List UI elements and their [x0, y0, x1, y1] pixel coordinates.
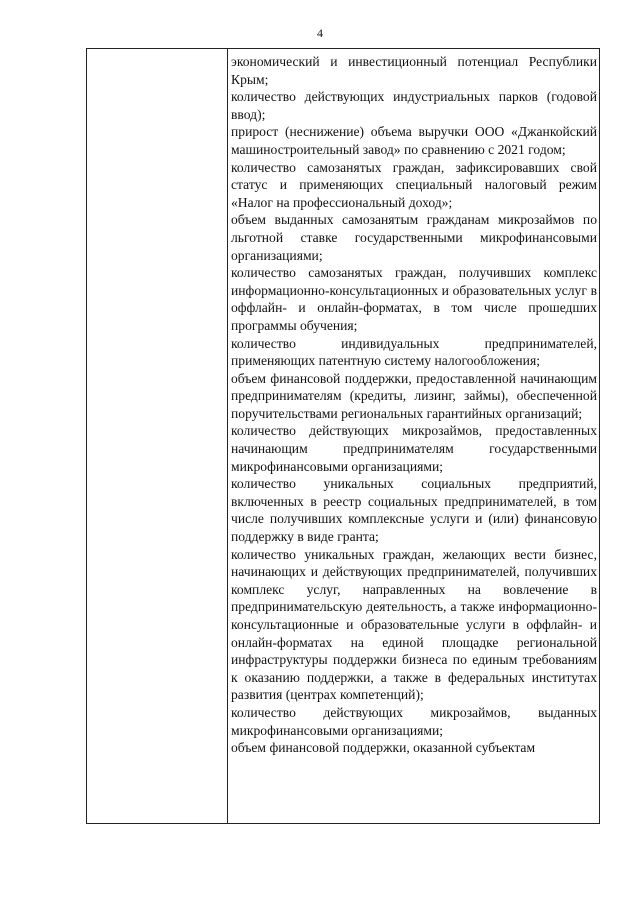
list-item: количество уникальных социальных предприятий, включенных в реестр социальных предпринимателей, в том числе получивших комплексные услуги и (или) финансовую поддержку в виде гранта; [231, 476, 597, 545]
page-number: 4 [317, 26, 323, 40]
list-item: объем финансовой поддержки, предоставленной начинающим предпринимателям (кредиты, лизинг, займы), обеспеченной поручительствами региональных гарантийных организаций; [231, 370, 597, 421]
list-item: прирост (неснижение) объема выручки ООО «Джанкойский машиностроительный завод» по сравнению с 2021 годом; [231, 124, 597, 157]
list-item: экономический и инвестиционный потенциал Республики Крым; [231, 54, 597, 87]
list-item: количество индивидуальных предпринимателей, применяющих патентную систему налогообложения; [231, 335, 597, 369]
list-item: количество действующих индустриальных парков (годовой ввод); [231, 89, 597, 122]
list-item: количество действующих микрозаймов, предоставленных начинающим предпринимателям государственными микрофинансовыми организациями; [231, 423, 597, 474]
list-item: объем финансовой поддержки, оказанной субъектам [231, 740, 536, 756]
table-left-column [87, 49, 228, 823]
list-item: количество самозанятых граждан, получивших комплекс информационно-консультационных и образовательных услуг в оффлайн- и онлайн-форматах, в том числе прошедших программы обучения; [231, 265, 597, 333]
list-item: количество уникальных граждан, желающих вести бизнес, начинающих и действующих предпринимателей, получивших комплекс услуг, направленных на вовлечение в предпринимательскую деятельность, а также информационно-консультационные и образовательные услуги в оффлайн- и онлайн-форматах на единой площадке региональной инфраструктуры поддержки бизнеса по единым требованиям к оказанию поддержки, а также в федеральных институтах развития (центрах компетенций); [231, 546, 597, 703]
list-item: количество действующих микрозаймов, выданных микрофинансовыми организациями; [231, 704, 597, 738]
indicators-table [86, 48, 600, 824]
list-item: количество самозанятых граждан, зафиксировавших свой статус и применяющих специальный налоговый режим «Налог на профессиональный доход»; [231, 159, 597, 210]
list-item: объем выданных самозанятым гражданам микрозаймов по льготной ставке государственными микрофинансовыми организациями; [231, 212, 597, 263]
table-right-column [231, 53, 597, 757]
